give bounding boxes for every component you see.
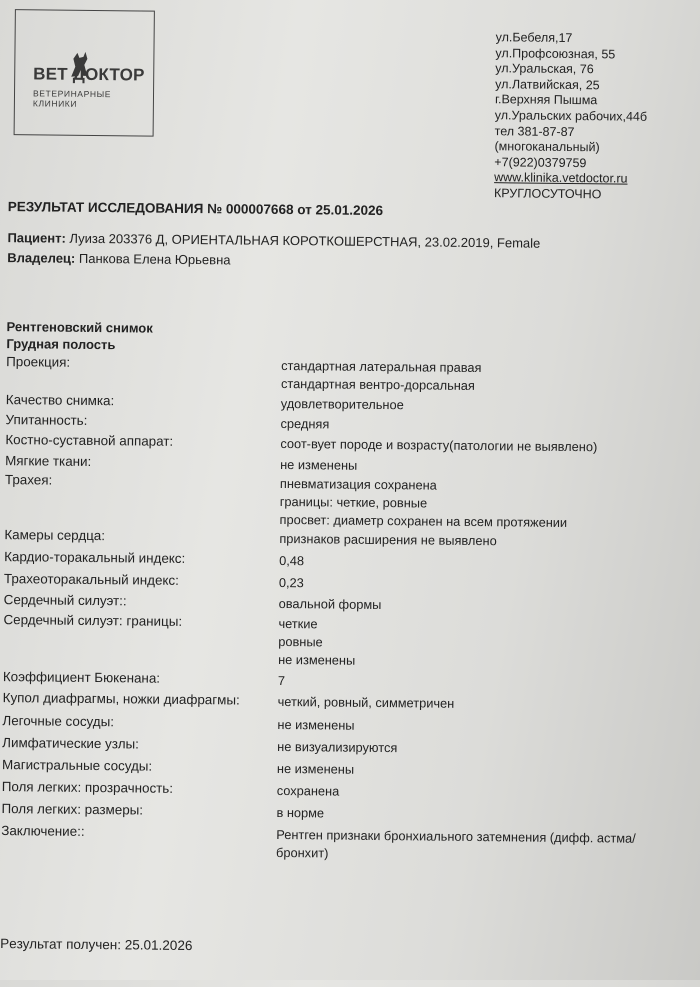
result-received-date: 25.01.2026	[124, 937, 193, 954]
finding-label: Сердечный силуэт::	[3, 592, 127, 609]
website-link[interactable]: www.klinika.vetdoctor.ru	[494, 170, 628, 186]
finding-label: Поля легких: размеры:	[1, 801, 144, 818]
finding-value-line: не визуализируются	[277, 738, 398, 756]
logo-title: ВЕТ ДОКТОР	[33, 64, 145, 85]
conclusion-row	[1, 823, 661, 861]
finding-row	[6, 354, 666, 393]
finding-value-line: не изменены	[280, 456, 358, 473]
finding-value-line: не изменены	[277, 716, 355, 733]
finding-row	[3, 592, 664, 613]
finding-label: Трахеоторакальный индекс:	[3, 571, 179, 588]
finding-row	[2, 669, 663, 689]
patient-line	[7, 230, 540, 251]
finding-label: Легочные сосуды:	[2, 713, 115, 730]
finding-value	[277, 782, 340, 801]
finding-value-line: не изменены	[278, 651, 356, 668]
finding-label: Костно-суставной аппарат:	[5, 432, 174, 449]
finding-label: Лимфатические узлы:	[2, 735, 140, 752]
finding-value-line: средняя	[280, 415, 330, 432]
address-line: ул.Латвийская, 25	[495, 76, 600, 93]
finding-value	[280, 415, 329, 434]
finding-value-line: стандартная латеральная правая	[281, 357, 482, 376]
finding-value	[278, 672, 285, 690]
address-line: ул.Уральская, 76	[495, 61, 594, 77]
finding-row	[1, 757, 662, 777]
finding-value	[278, 615, 356, 670]
finding-value	[278, 693, 455, 713]
finding-value-line: 0,48	[279, 552, 305, 569]
finding-label: Камеры сердца:	[4, 527, 106, 544]
owner-value: Панкова Елена Юрьевна	[78, 250, 231, 268]
finding-row	[2, 690, 663, 711]
finding-value	[279, 574, 304, 592]
finding-value	[279, 530, 497, 550]
finding-value	[281, 357, 482, 395]
finding-value-line: не изменены	[276, 760, 355, 777]
finding-row	[3, 571, 664, 591]
result-title: РЕЗУЛЬТАТ ИССЛЕДОВАНИЯ № 000007668 от 25.01.2026	[7, 199, 384, 219]
finding-value	[279, 595, 382, 614]
finding-value	[277, 738, 397, 757]
address-line: ул.Профсоюзная, 55	[495, 45, 616, 62]
finding-value-line: ровные	[278, 633, 323, 650]
finding-label: Коэффициент Бюкенана:	[2, 669, 161, 686]
finding-row	[5, 432, 665, 455]
mobile-phone: +7(922)0379759	[494, 154, 587, 170]
phone-line: тел 381-87-87	[494, 123, 575, 139]
finding-row	[2, 713, 663, 733]
patient-label: Пациент:	[7, 230, 66, 246]
finding-value	[280, 435, 597, 456]
conclusion-label: Заключение::	[1, 823, 85, 839]
finding-value-line: в норме	[276, 804, 325, 821]
finding-value-line: соот-вует породе и возрасту(патологии не выявлено)	[280, 435, 598, 455]
clinic-addresses	[494, 30, 648, 203]
finding-value-line: овальной формы	[278, 595, 382, 613]
finding-value	[279, 552, 304, 570]
finding-value-line: стандартная вентро-дорсальная	[280, 375, 475, 393]
finding-value	[280, 456, 357, 475]
finding-label: Трахея:	[4, 472, 53, 488]
finding-value-line: пневматизация сохранена	[279, 475, 437, 493]
finding-label: Качество снимка:	[5, 392, 115, 409]
finding-label: Магистральные сосуды:	[1, 757, 153, 774]
study-region: Грудная полость	[6, 336, 116, 353]
finding-row	[1, 779, 662, 799]
finding-label: Сердечный силуэт: границы:	[3, 612, 183, 629]
finding-label: Проекция:	[6, 354, 71, 370]
study-type: Рентгеновский снимок	[6, 319, 153, 336]
finding-label: Поля легких: прозрачность:	[1, 779, 174, 796]
conclusion-value	[276, 826, 666, 866]
study-heading	[6, 318, 153, 354]
phone-note: (многоканальный)	[494, 139, 600, 155]
result-received	[0, 936, 192, 953]
clinic-logo	[14, 9, 155, 136]
address-line: ул.Бебеля,17	[495, 30, 573, 45]
finding-value-line: удовлетворительное	[280, 395, 404, 413]
finding-row	[1, 801, 662, 821]
owner-label: Владелец:	[7, 250, 76, 266]
address-line: ул.Уральских рабочих,44б	[494, 108, 648, 124]
address-line: г.Верхняя Пышма	[494, 92, 598, 108]
finding-value	[277, 760, 354, 779]
finding-value	[281, 395, 404, 414]
finding-value	[279, 475, 567, 532]
finding-value-line: признаков расширения не выявлено	[279, 530, 497, 549]
finding-value	[277, 716, 354, 735]
patient-value: Луиза 203376 Д, ОРИЕНТАЛЬНАЯ КОРОТКОШЕРСТНАЯ, 23.02.2019, Female	[69, 230, 541, 251]
finding-label: Упитанность:	[5, 412, 88, 428]
finding-label: Мягкие ткани:	[5, 453, 92, 469]
owner-line	[7, 250, 230, 267]
finding-value-line: границы: четкие, ровные	[279, 493, 428, 511]
finding-value-line: четкий, ровный, симметричен	[277, 693, 455, 711]
finding-label: Кардио-торакальный индекс:	[4, 549, 186, 566]
hours-note: КРУГЛОСУТОЧНО	[493, 186, 602, 202]
finding-value	[276, 804, 324, 822]
logo-subtitle: ВЕТЕРИНАРНЫЕ КЛИНИКИ	[32, 88, 112, 109]
finding-row	[4, 549, 664, 569]
finding-label: Купол диафрагмы, ножки диафрагмы:	[2, 690, 240, 708]
finding-value-line: 0,23	[278, 574, 304, 591]
finding-row	[2, 735, 662, 756]
conclusion-text: Рентген признаки бронхиального затемнения (дифф. астма/ бронхит)	[276, 826, 636, 861]
finding-value-line: четкие	[278, 615, 318, 632]
finding-value-line: просвет: диаметр сохранен на всем протяжении	[279, 511, 568, 530]
finding-value-line: 7	[277, 672, 286, 689]
result-received-label: Рeзультат получен:	[0, 936, 122, 953]
finding-value-line: сохранена	[276, 782, 340, 799]
